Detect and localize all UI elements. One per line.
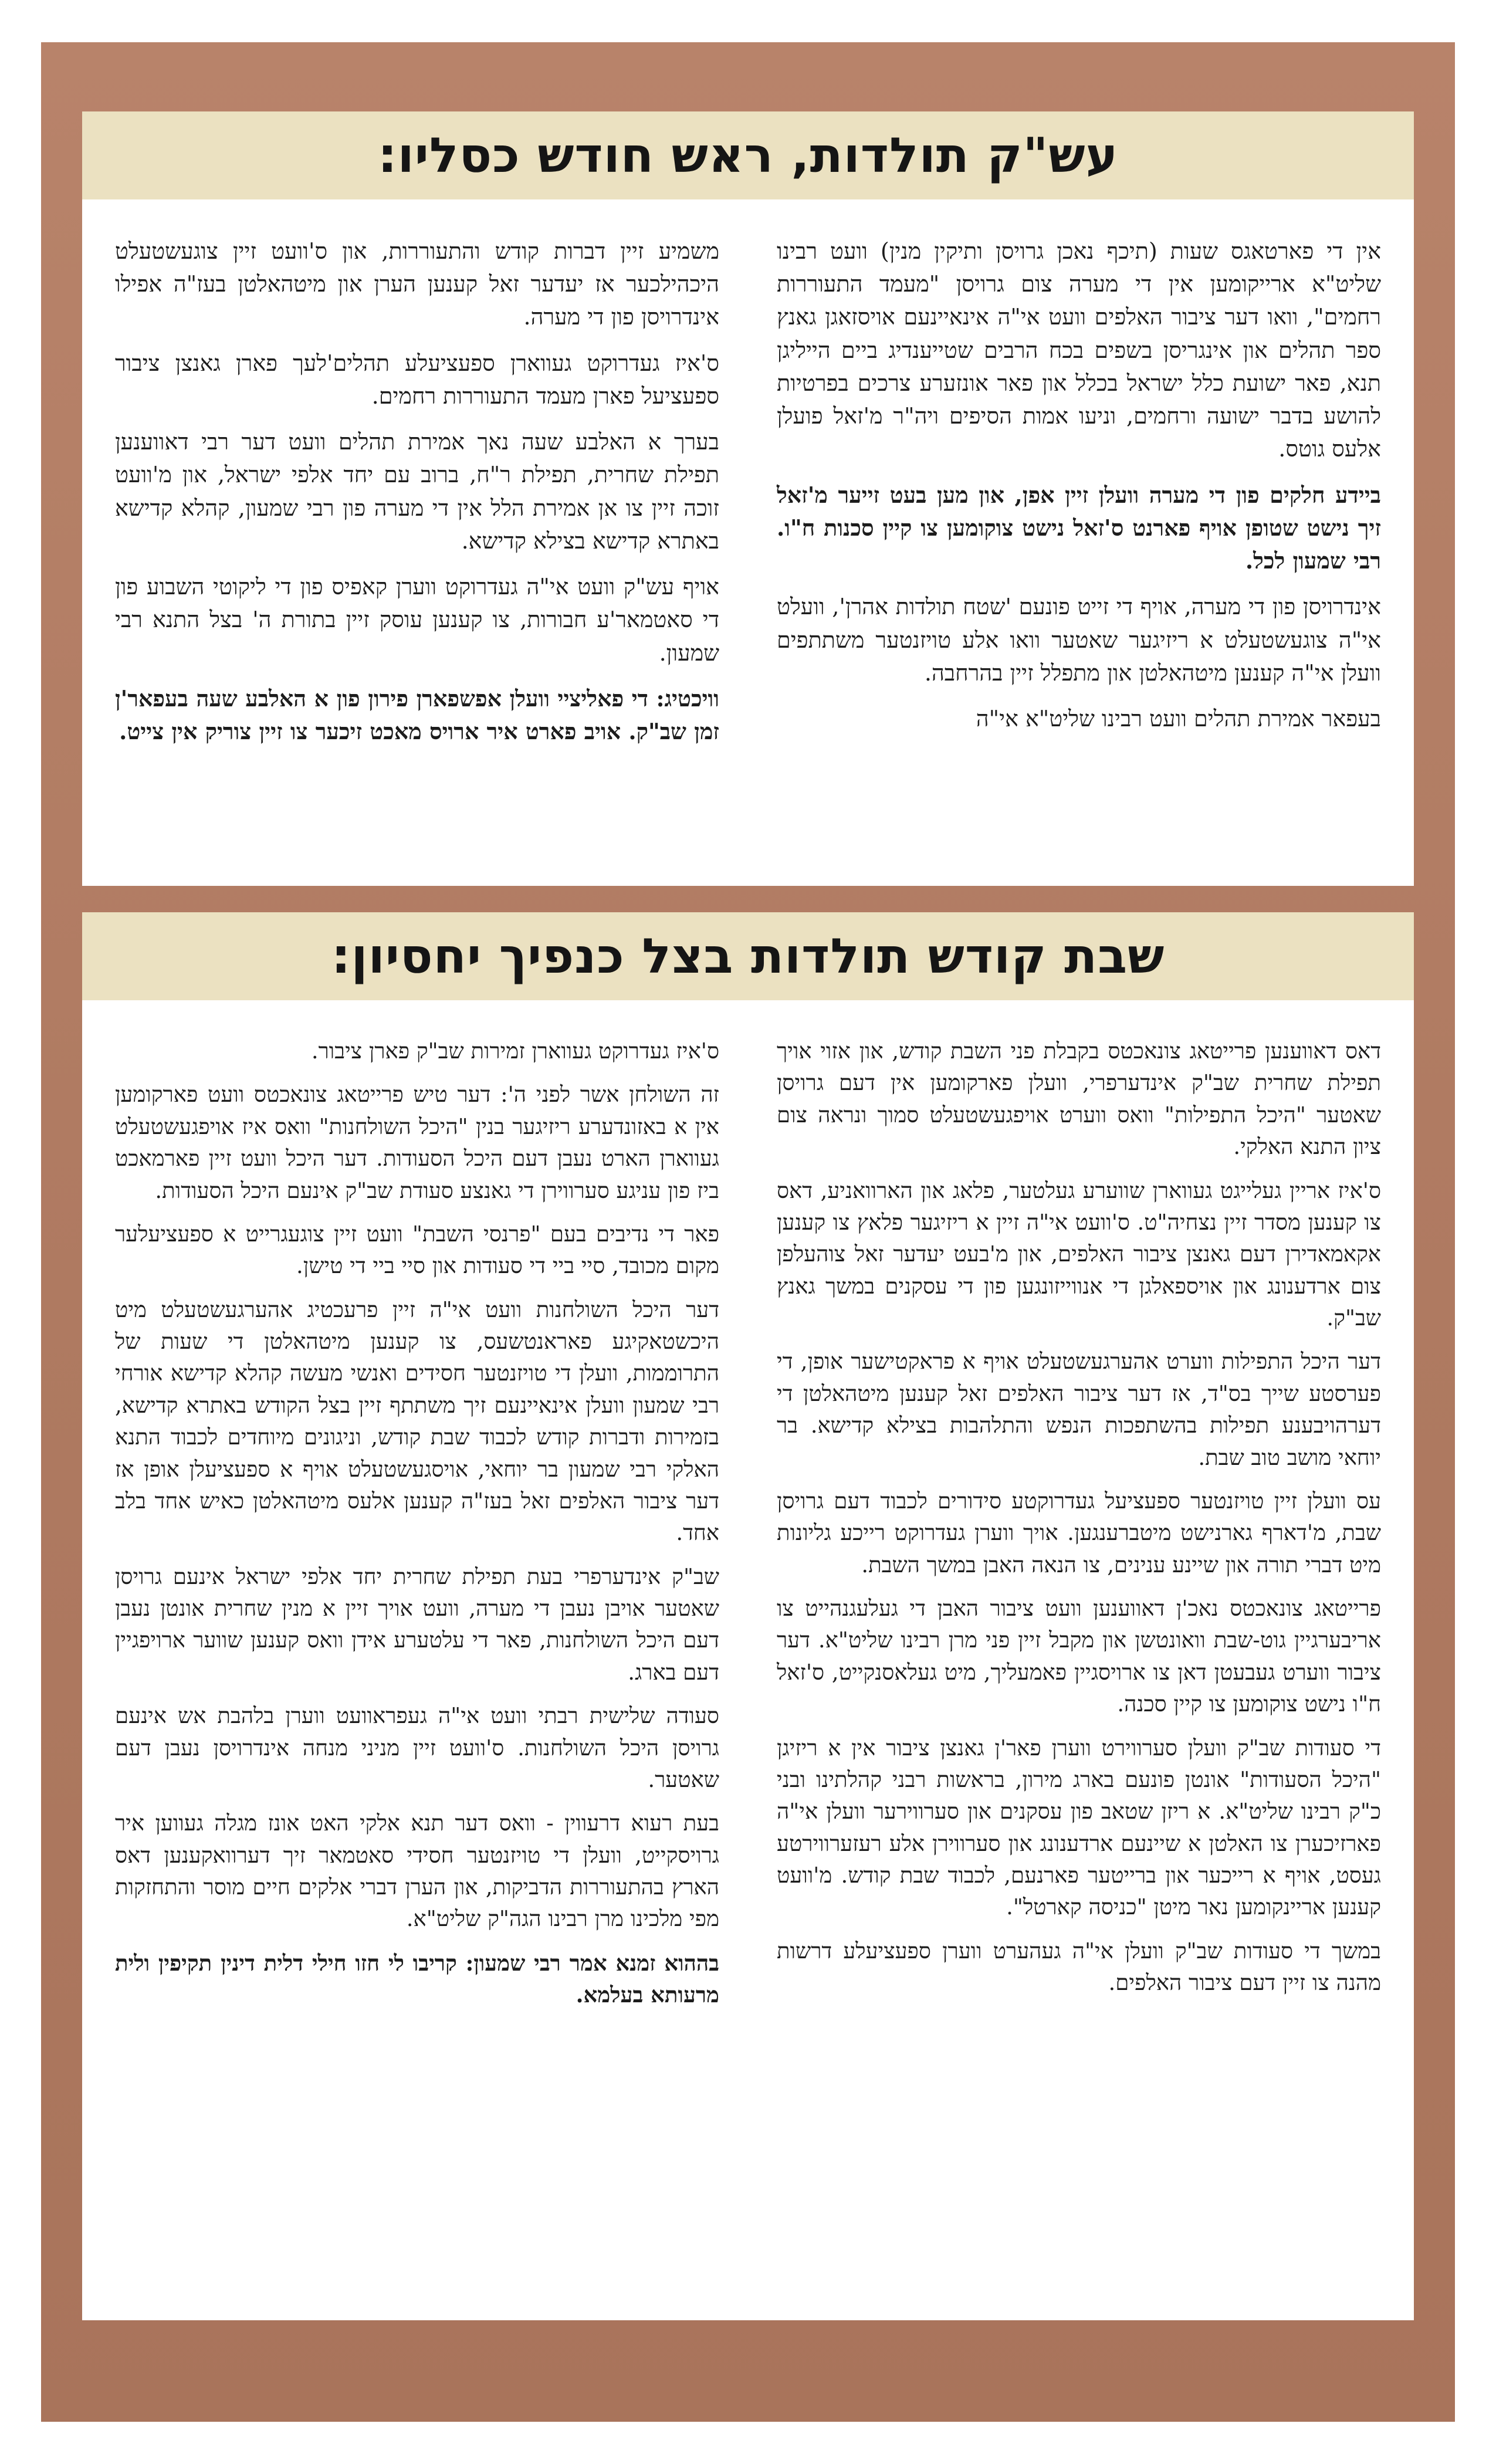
column-left [115,1035,719,2023]
paragraph: פרייטאג צונאכטס נאכ'ן דאווענען וועט ציבור האבן די געלעגנהייט צו אריבערגיין גוט-שבת וואונטשן און מקבל זיין פני מרן רבינו שליט"א. דער ציבור ווערט געבעטן דאן צו ארויסגיין פאמעליך, מיט געלאסנקייט, ס'זאל ח"ו נישט צוקומען צו קיין סכנה. [777,1596,1381,1717]
column-right [777,1035,1381,2023]
paragraph: עס וועלן זיין טויזנטער ספעציעל געדרוקטע סידורים לכבוד דעם גרויסן שבת, מ'דארף גארנישט מיטברענגען. אויך ווערן געדרוקט רייכע גליונות מיט דברי תורה און שיינע ענינים, צו הנאה האבן במשך השבת. [777,1488,1381,1578]
paragraph: דער היכל התפילות ווערט אהערגעשטעלט אויף א פראקטישער אופן, די פערסטע שייך בס"ד, אז דער ציבור האלפים זאל קענען מיטהאלטן די דערהויבענע תפילות בהשתפכות הנפש והתלהבות בצילא קדישא. בר יוחאי מושב טוב שבת. [777,1349,1381,1470]
paragraph: די סעודות שב"ק וועלן סערווירט ווערן פאר'ן גאנצן ציבור אין א ריזיגן "היכל הסעודות" אונטן פונעם בארג מירון, בראשות רבני קהלתינו ובני כ"ק רבינו שליט"א. א ריזן שטאב פון עסקנים און סערווירער וועלן אי"ה פארזיכערן צו האלטן א שיינעם ארדענונג און סערווירן אלע רעזערווירטע געסט, אויף א רייכער און ברייטער פארנעם, לכבוד שבת קודש. מ'וועט קענען אריינקומען נאר מיטן "כניסה קארטל". [777,1735,1381,1920]
paragraph: במשך די סעודות שב"ק וועלן אי"ה געהערט ווערן ספעציעלע דרשות מהנה צו זיין דעם ציבור האלפים. [777,1938,1381,1996]
section-title: עש"ק תולדות, ראש חודש כסליו: [377,127,1119,184]
section-rosh-chodesh [82,111,1414,886]
paragraph: ס'איז געדרוקט געווארן זמירות שב"ק פארן ציבור. [311,1038,719,1064]
paragraph: אויף עש"ק וועט אי"ה געדרוקט ווערן קאפיס פון די ליקוטי השבוע פון די סאטמאר'ע חבורות, צו קענען עוסק זיין בתורת ה' בצל התנא רבי שמעון. [115,574,719,666]
paragraph: דאס דאווענען פרייטאג צונאכטס בקבלת פני השבת קודש, און אזוי אויך תפילת שחרית שב"ק אינדערפרי, וועלן פארקומען אין דעם גרויסן שאטער "היכל התפילות" וואס ווערט אויפגעשטעלט סמוך ונראה צום ציון התנא האלקי. [777,1038,1381,1160]
paragraph: בההוא זמנא אמר רבי שמעון: קריבו לי חזו חילי דלית דינין תקיפין ולית מרעותא בעלמא. [115,1949,719,2008]
paragraph: בעפאר אמירת תהלים וועט רבינו שליט"א אי"ה [976,706,1381,732]
paragraph: משמיע זיין דברות קודש והתעוררות, און ס'וועט זיין צוגעשטעלט היכהילכער אז יעדער זאל קענען הערן און מיטהאלטן בעז"ה אפילו אינדרויסן פון די מערה. [115,238,719,330]
paragraph: ביידע חלקים פון די מערה וועלן זיין אפן, און מען בעט זייער מ'זאל זיך נישט שטופן אויף פארנט ס'זאל נישט צוקומען צו קיין סכנות ח"ו. רבי שמעון לכל. [777,481,1381,574]
paragraph: וויכטיג: די פאליציי וועלן אפשפארן פירון פון א האלבע שעה בעפאר'ן זמן שב"ק. אויב פארט איר ארויס מאכט זיכער צו זיין צוריק אין צייט. [115,685,719,745]
paragraph: דער היכל השולחנות וועט אי"ה זיין פרעכטיג אהערגעשטעלט מיט היכשטאקיגע פאראנטשעס, צו קענען מיטהאלטן די שעות של התרוממות, וועלן די טויזנטער חסידים ואנשי מעשה קהלא קדישא אורחי רבי שמעון וועלן אינאיינעם זיך משתתף זיין בצל הקודש באתרא קדישא, בזמירות ודברות קודש לכבוד שבת קודש, וניגונים מיוחדים לכבוד התנא האלקי רבי שמעון בר יוחאי, אויסגעשטעלט אויף א ספעציעלן אופן אז דער ציבור האלפים זאל בעז"ה קענען אלעס מיטהאלטן כאיש אחד בלב אחד. [115,1297,719,1546]
paragraph: סעודה שלישית רבתי וועט אי"ה געפראוועט ווערן בלהבת אש אינעם גרויסן היכל השולחנות. ס'וועט זיין מניני מנחה אינדרויסן נעבן דעם שאטער. [115,1703,719,1792]
paragraph: שב"ק אינדערפרי בעת תפילת שחרית יחד אלפי ישראל אינעם גרויסן שאטער אויבן נעבן די מערה, וועט אויך זיין א מנין שחרית אונטן נעבן דעם היכל השולחנות, פאר די עלטערע אידן וואס קענען שווער ארויפגיין דעם בארג. [115,1563,719,1685]
paragraph: ס'איז אריין געלייגט געווארן שווערע געלטער, פלאג און הארוואניע, דאס צו קענען מסדר זיין נצחיה"ט. ס'וועט אי"ה זיין א ריזיגער פלאץ צו קענען אקאמאדירן דעם גאנצן ציבור האלפים, און מ'בעט יעדער זאל צוהעלפן צום ארדענונג און אויספאלגן די אנווייזונגען פון די עסקנים במשך גאנץ שב"ק. [777,1177,1381,1331]
text-columns [82,199,1414,761]
column-right [777,235,1381,761]
paragraph: ס'איז געדרוקט געווארן ספעציעלע תהלים'לעך פארן גאנצן ציבור ספעציעל פארן מעמד התעוררות רחמים. [115,350,719,409]
paragraph: אינדרויסן פון די מערה, אויף די זייט פונעם 'שטח תולדות אהרן', וועלט אי"ה צוגעשטעלט א ריזיגער שאטער וואו אלע טויזנטער משתתפים וועלן אי"ה קענען מיטהאלטן און מתפלל זיין בהרחבה. [777,594,1381,686]
paragraph: בעת רעוא דרעווין - וואס דער תנא אלקי האט אונז מגלה געווען איר גרויסקייט, וועלן די טויזנטער חסידי סאטמאר זיך דערוואקענען דאס הארץ בהתעוררות הדביקות, און הערן דברי אלקים חיים מוסר והתחזקות מפי מלכינו מרן רבינו הגה"ק שליט"א. [115,1810,719,1932]
text-columns [82,1000,1414,2023]
section-shabbos [82,912,1414,2320]
column-left [115,235,719,761]
paragraph: זה השולחן אשר לפני ה': דער טיש פרייטאג צונאכטס וועט פארקומען אין א באזונדערע ריזיגער בנין "היכל השולחנות" וואס איז אויפגעשטעלט געווארן הארט נעבן דעם היכל הסעודות. דער היכל וועט זיין פארמאכט ביז פון עניגע סערווירן די גאנצע סעודת שב"ק אינעם היכל הסעודות. [115,1082,719,1203]
paragraph: בערך א האלבע שעה נאך אמירת תהלים וועט דער רבי דאווענען תפילת שחרית, תפילת ר"ח, ברוב עם יחד אלפי ישראל, און מ'וועט זוכה זיין צו אן אמירת הלל אין די מערה פון רבי שמעון, קהלא קדישא באתרא קדישא בצילא קדישא. [115,429,719,554]
section-title: שבת קודש תולדות בצל כנפיך יחסיון: [331,928,1165,984]
paragraph: פאר די נדיבים בעם "פרנסי השבת" וועט זיין צוגעגרייט א ספעציעלער מקום מכובד, סיי ביי די סעודות און סיי ביי די טישן. [115,1221,719,1279]
paragraph: אין די פארטאגס שעות (תיכף נאכן גרויסן ותיקין מנין) וועט רבינו שליט"א ארייקומען אין די מערה צום גרויסן "מעמד התעוררות רחמים", וואו דער ציבור האלפים וועט אי"ה אינאיינעם אויסזאגן גאנץ ספר תהלים און אינגריסן בשפים בכח הרבים שטייענדיג ביים הייליגן תנא, פאר ישועת כלל ישראל בכלל און פאר אונזערע צרכים בפרטיות להושע בדבר ישועה ורחמים, וניעו אמות הסיפים ויה"ר מ'זאל פועלן אלעס גוטס. [777,238,1381,462]
section-header [82,912,1414,1000]
section-header [82,111,1414,199]
